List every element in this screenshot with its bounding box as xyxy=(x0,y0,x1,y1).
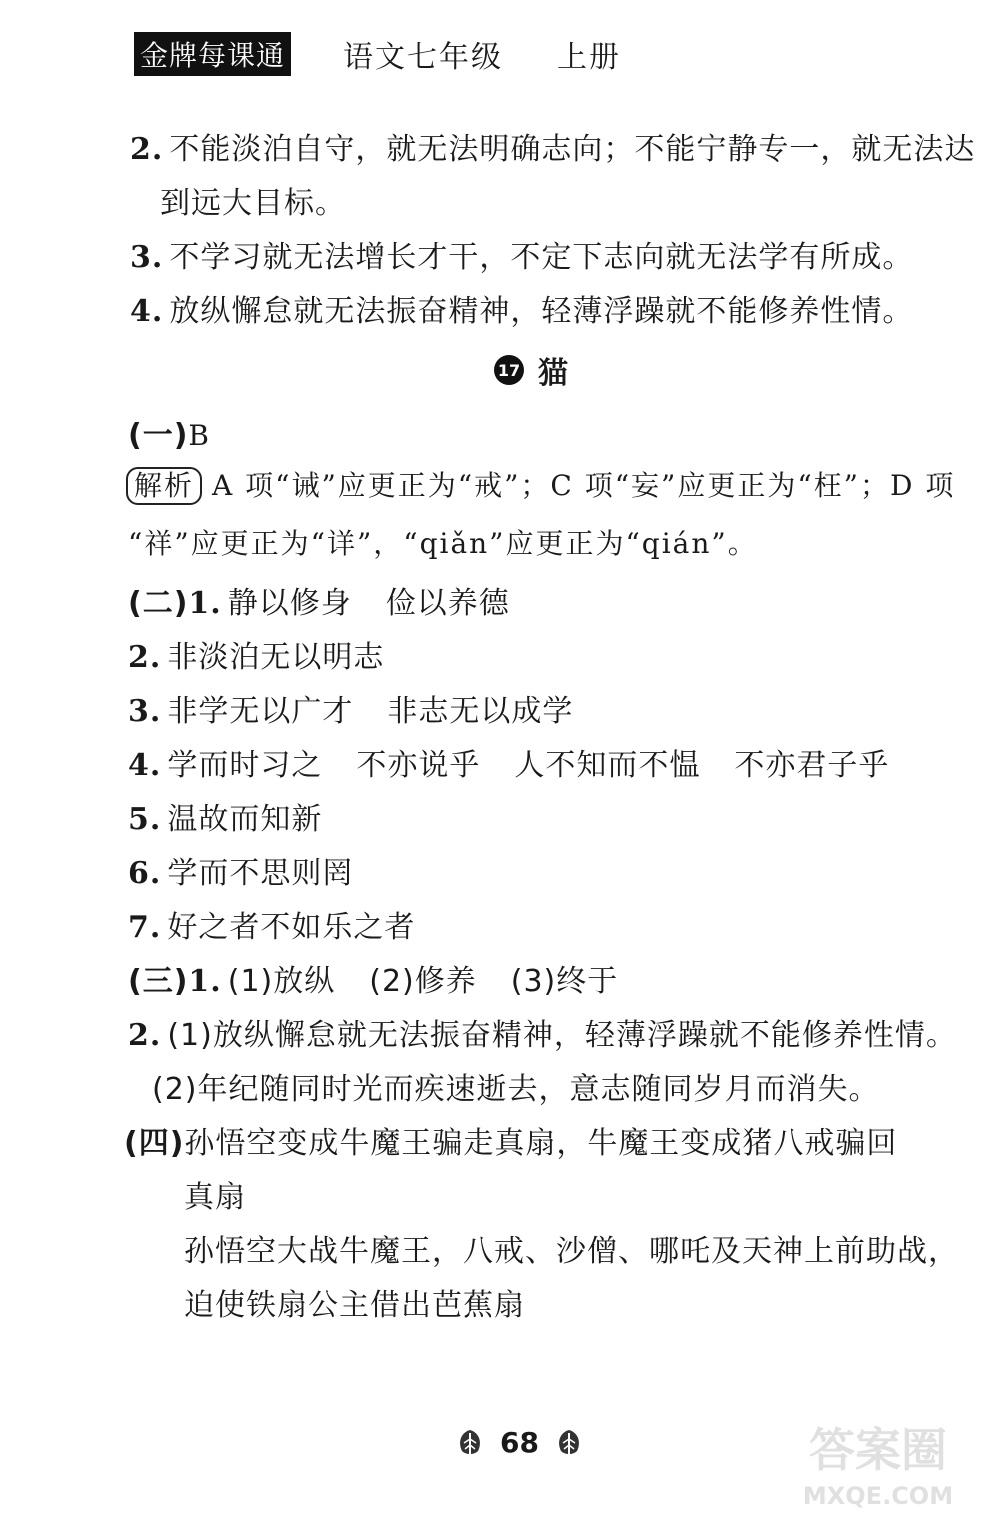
part2-item-2: 2. 非淡泊无以明志 xyxy=(128,640,385,675)
svg-text:答案圈: 答案圈 xyxy=(809,1423,947,1477)
part2-item-1: (二)1. 静以修身 俭以养德 xyxy=(128,586,510,621)
analysis-tag: 解析 xyxy=(126,467,202,505)
part3-q2-line1: 2. (1)放纵懈怠就无法振奋精神，轻薄浮躁就不能修养性情。 xyxy=(128,1018,957,1053)
prev-answer-2-cont: 到远大目标。 xyxy=(160,186,346,221)
part2-item-3: 3. 非学无以广才 非志无以成学 xyxy=(128,694,574,729)
leaf-ornament-icon xyxy=(454,1427,486,1459)
prev-answer-4: 4. 放纵懈怠就无法振奋精神，轻薄浮躁就不能修养性情。 xyxy=(130,294,914,329)
part2-item-7: 7. 好之者不如乐之者 xyxy=(128,910,416,945)
brand-label: 金牌每课通 xyxy=(134,32,291,76)
analysis-line-2: “祥”应更正为“详”，“qiǎn”应更正为“qián”。 xyxy=(128,527,758,560)
svg-text:MXQE.COM: MXQE.COM xyxy=(802,1482,954,1510)
prev-answer-3: 3. 不学习就无法增长才干，不定下志向就无法学有所成。 xyxy=(130,240,914,275)
part2-item-5: 5. 温故而知新 xyxy=(128,802,323,837)
section-title-text: 猫 xyxy=(538,356,568,391)
part4-line2: 真扇 xyxy=(184,1180,246,1215)
part4-line3: 孙悟空大战牛魔王，八戒、沙僧、哪吒及天神上前助战， xyxy=(184,1234,959,1269)
part3-q2-line2: (2)年纪随同时光而疾速逝去，意志随同岁月而消失。 xyxy=(152,1072,880,1107)
part2-item-6: 6. 学而不思则罔 xyxy=(128,856,354,891)
prev-answer-2: 2. 不能淡泊自守，就无法明确志向；不能宁静专一，就无法达 xyxy=(130,132,976,167)
leaf-ornament-icon xyxy=(553,1427,585,1459)
page-footer xyxy=(454,1426,585,1459)
volume-label: 上册 xyxy=(557,40,622,75)
part1-answer: (一)B xyxy=(128,418,211,453)
watermark-logo xyxy=(793,1408,963,1518)
subject-title: 语文七年级 xyxy=(343,40,504,75)
part2-item-4: 4. 学而时习之 不亦说乎 人不知而不愠 不亦君子乎 xyxy=(128,748,890,783)
page-header xyxy=(134,34,621,74)
part4-line4: 迫使铁扇公主借出芭蕉扇 xyxy=(184,1288,525,1323)
part3-q1: (三)1. (1)放纵 (2)修养 (3)终于 xyxy=(128,964,619,999)
page-number: 68 xyxy=(500,1426,539,1459)
section-title xyxy=(494,348,568,392)
analysis-line-1: 解析 A 项“诫”应更正为“戒”；C 项“妄”应更正为“枉”；D 项 xyxy=(126,464,955,505)
part4-line1: (四)孙悟空变成牛魔王骗走真扇，牛魔王变成猪八戒骗回 xyxy=(124,1126,898,1161)
section-number-badge: 17 xyxy=(494,355,524,385)
